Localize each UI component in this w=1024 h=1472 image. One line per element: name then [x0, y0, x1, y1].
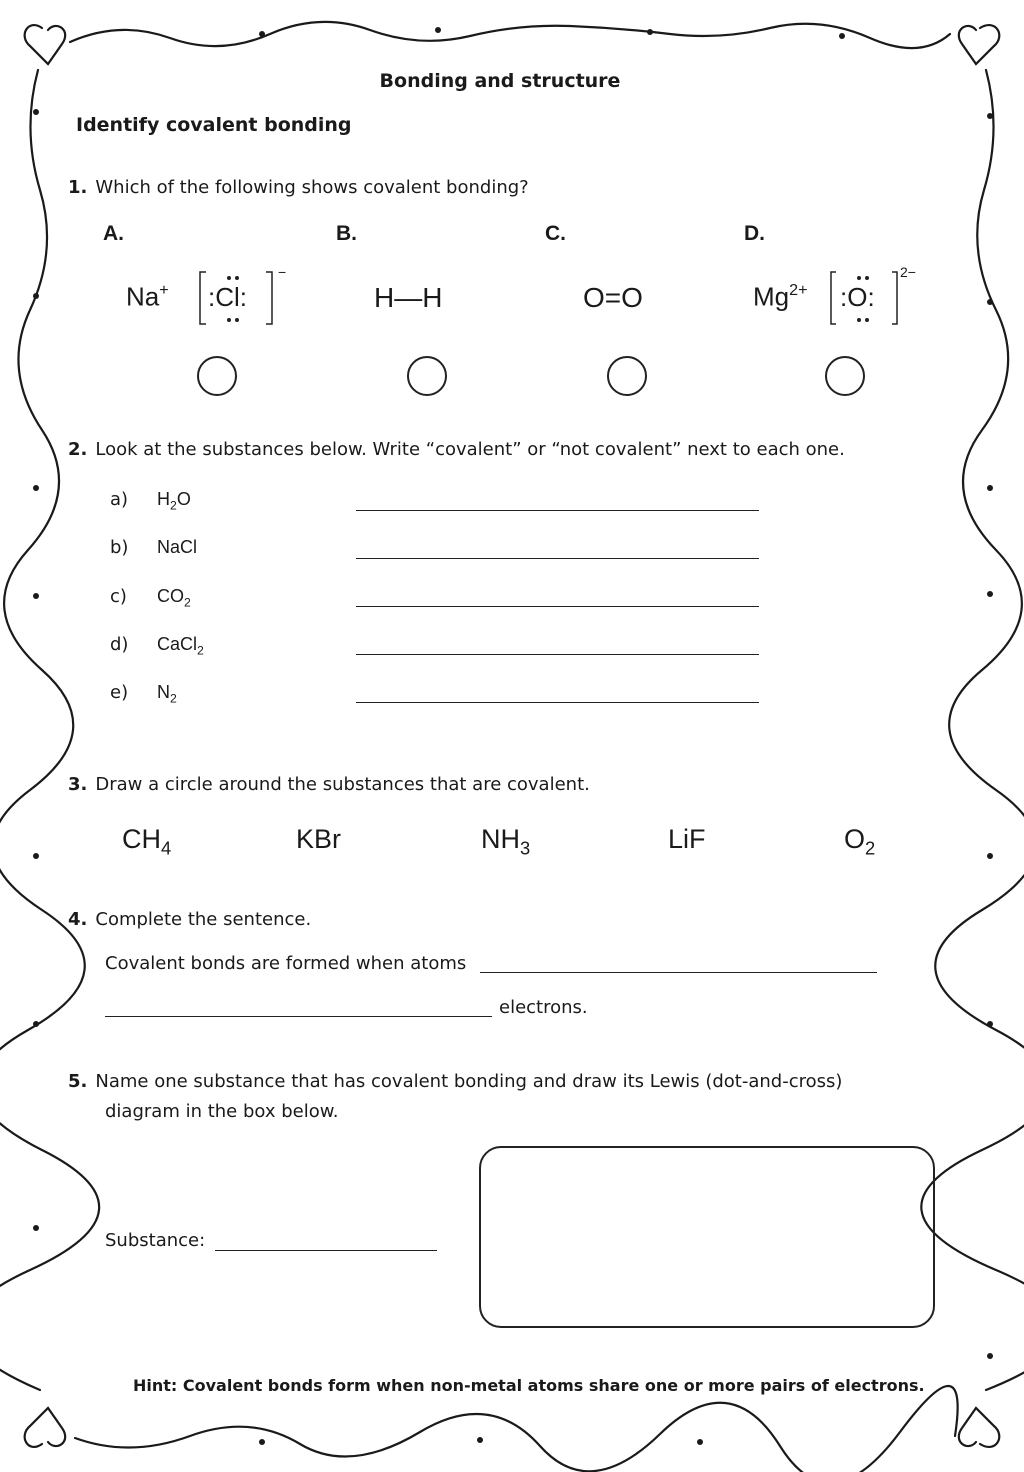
option-c-letter: C. — [545, 222, 566, 245]
question-2 — [68, 439, 845, 460]
question-4-text: Complete the sentence. — [95, 909, 312, 930]
substance-lif[interactable]: LiF — [668, 824, 706, 854]
q2-item-d-answer-line[interactable] — [356, 654, 759, 655]
option-d-cation: $Mg^{2+}$ — [753, 281, 808, 312]
question-4 — [68, 909, 311, 930]
q2-item-d-formula: CaCl$_2$ — [157, 634, 204, 658]
option-b-bubble[interactable] — [407, 356, 447, 396]
q2-item-a-letter: a) — [110, 489, 129, 510]
q4-sentence-start: Covalent bonds are formed when atoms — [105, 953, 467, 974]
question-1-number: 1. — [68, 177, 88, 198]
page-title: Bonding and structure — [379, 70, 621, 92]
question-3 — [68, 774, 590, 795]
substance-o2[interactable]: $O_2$ — [844, 824, 876, 859]
question-3-number: 3. — [68, 774, 88, 795]
question-5-line-1: Name one substance that has covalent bonding and draw its Lewis (dot-and-cross) — [95, 1071, 843, 1092]
q2-item-c-letter: c) — [110, 586, 127, 607]
q2-item-e-letter: e) — [110, 682, 129, 703]
q2-item-a-formula: $H_2O$ — [157, 489, 191, 513]
q4-sentence-end: electrons. — [499, 997, 588, 1018]
option-d-letter: D. — [744, 222, 765, 245]
option-a-anion: :Cl: − — [196, 270, 276, 326]
q2-item-b-formula: NaCl — [157, 537, 198, 557]
option-a-letter: A. — [103, 222, 124, 245]
q2-item-e-formula: $N_2$ — [157, 682, 177, 706]
q2-item-b-answer-line[interactable] — [356, 558, 759, 559]
option-d-bubble[interactable] — [825, 356, 865, 396]
question-3-text: Draw a circle around the substances that are covalent. — [95, 774, 590, 795]
lewis-diagram-box[interactable] — [479, 1146, 935, 1328]
substance-ch4[interactable]: $CH_4$ — [122, 824, 172, 859]
hint-text: Hint: Covalent bonds form when non-metal atoms share one or more pairs of electrons. — [133, 1376, 925, 1395]
question-2-text: Look at the substances below. Write “covalent” or “not covalent” next to each one. — [95, 439, 845, 460]
q4-answer-line-1[interactable] — [480, 972, 877, 973]
question-1 — [68, 177, 529, 198]
option-a-cation: Na+ — [126, 281, 169, 312]
option-d-anion: :O: 2− — [828, 270, 900, 326]
substance-answer-line[interactable] — [215, 1250, 437, 1251]
substance-kbr[interactable]: KBr — [296, 824, 342, 854]
question-5-line-2: diagram in the box below. — [105, 1101, 339, 1122]
section-subtitle: Identify covalent bonding — [76, 114, 352, 136]
option-b-letter: B. — [336, 222, 357, 245]
option-c-bubble[interactable] — [607, 356, 647, 396]
substance-label: Substance: — [105, 1230, 206, 1251]
q2-item-b-letter: b) — [110, 537, 129, 558]
question-5-number: 5. — [68, 1071, 88, 1092]
substance-nh3[interactable]: $NH_3$ — [481, 824, 531, 859]
question-2-number: 2. — [68, 439, 88, 460]
q2-item-e-answer-line[interactable] — [356, 702, 759, 703]
q2-item-c-formula: $CO_2$ — [157, 586, 191, 610]
question-4-number: 4. — [68, 909, 88, 930]
q2-item-c-answer-line[interactable] — [356, 606, 759, 607]
q2-item-a-answer-line[interactable] — [356, 510, 759, 511]
q2-item-d-letter: d) — [110, 634, 129, 655]
option-b-formula: H—H — [374, 282, 443, 313]
question-5 — [68, 1071, 842, 1092]
option-c-formula: O=O — [583, 282, 643, 313]
option-a-bubble[interactable] — [197, 356, 237, 396]
question-1-text: Which of the following shows covalent bonding? — [95, 177, 529, 198]
q4-answer-line-2[interactable] — [105, 1016, 492, 1017]
